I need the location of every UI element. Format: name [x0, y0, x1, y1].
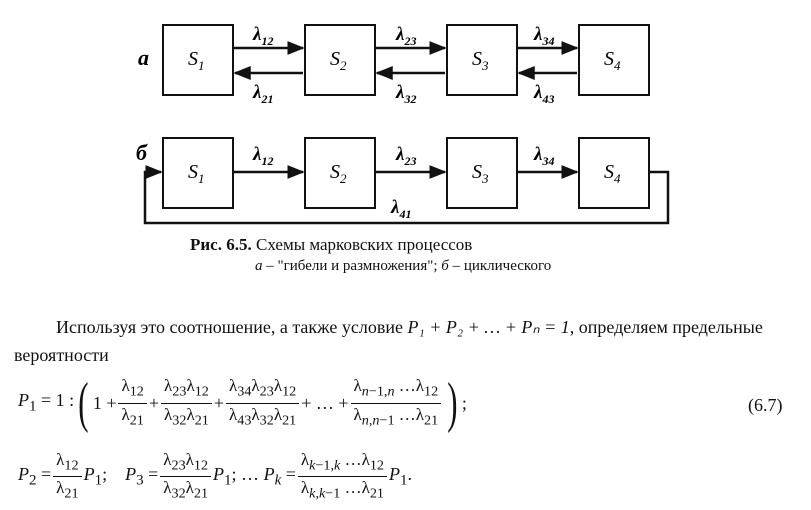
diagram-b: [145, 138, 668, 223]
rate-21: $\lambda_{21}$: [253, 82, 274, 106]
diagram-a: [163, 24, 649, 106]
equation-p2-pk: $P_2$ = $\frac{\lambda_{12}}{\lambda_{21}}$ $P_1$; $P_3$ = $\frac{\lambda_{23}\lambda_{12}}{\lambda_{32}\lambda_{21}}$ $P_1$; … $P_k$ = $\frac{\lambda_{k-1,k} \dots\lambda_{12}}{\lambda_{k,k-1} \dots\lambda_{21}}$ $P_1$.: [18, 450, 412, 502]
figure-subcaption: [255, 258, 551, 275]
subcaption-a-text: – "гибели и размножения";: [262, 258, 442, 274]
rate-43: $\lambda_{43}$: [534, 82, 555, 106]
figure-number: Рис. 6.5.: [190, 235, 252, 254]
paragraph-condition: P₁ + P₂ + … + Pₙ = 1: [407, 317, 570, 337]
state-label-s4: $S_4$: [604, 48, 621, 73]
equation-6-7: $P_1 = 1$ : ( 1 + $\frac{\lambda_{12}}{\lambda_{21}}$ + $\frac{\lambda_{23}\lambda_{12}}{\lambda_{32}\lambda_{21}}$ + $\frac{\lambda_{34}\lambda_{23}\lambda_{12}}{\lambda_{43}\lambda_{32}\lambda_{21}}$ + … + $\frac{\lambda_{n-1,n} \dots\lambda_{12}}{\lambda_{n,n-1} \dots\lambda_{21}}$ ) ;: [18, 372, 467, 434]
subcaption-b-letter: б: [441, 258, 449, 274]
state-label-s1: $S_1$: [188, 161, 205, 186]
subcaption-a-letter: а: [255, 258, 263, 274]
rate-41: $\lambda_{41}$: [391, 197, 412, 221]
diagram-a-label: а: [138, 45, 149, 70]
rate-34: $\lambda_{34}$: [534, 24, 555, 48]
rate-12: $\lambda_{12}$: [253, 144, 274, 168]
diagram-b-label: б: [136, 140, 147, 165]
subcaption-b-text: – циклического: [448, 258, 552, 274]
rate-12: $\lambda_{12}$: [253, 24, 274, 48]
figure-caption: [190, 235, 472, 255]
state-label-s3: $S_3$: [472, 48, 489, 73]
state-label-s2: $S_2$: [330, 161, 347, 186]
state-label-s2: $S_2$: [330, 48, 347, 73]
rate-23: $\lambda_{23}$: [396, 24, 417, 48]
body-paragraph: [14, 313, 799, 369]
equation-number: (6.7): [748, 395, 783, 415]
paragraph-text-after: , определяем предельные вероятности: [14, 317, 763, 365]
rate-32: $\lambda_{32}$: [396, 82, 417, 106]
figure-title: Схемы марковских процессов: [255, 235, 473, 254]
rate-23: $\lambda_{23}$: [396, 144, 417, 168]
state-label-s4: $S_4$: [604, 161, 621, 186]
state-label-s3: $S_3$: [472, 161, 489, 186]
state-label-s1: $S_1$: [188, 48, 205, 73]
paragraph-text-before: Используя это соотношение, а также условие: [56, 317, 408, 337]
rate-34: $\lambda_{34}$: [534, 144, 555, 168]
